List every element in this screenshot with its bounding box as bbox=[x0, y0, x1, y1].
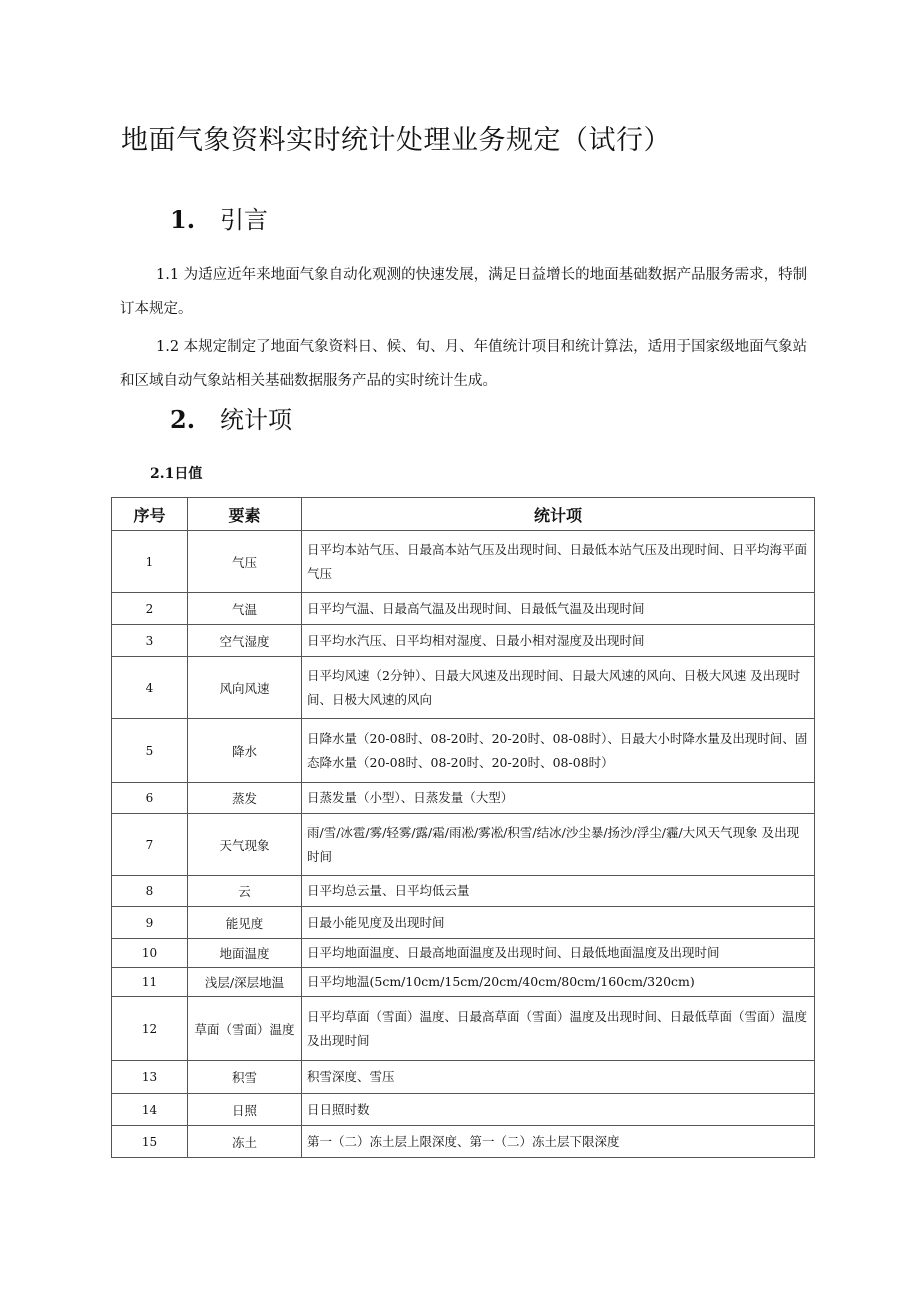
cell-no: 11 bbox=[112, 968, 188, 997]
paragraph-text: 1.1 为适应近年来地面气象自动化观测的快速发展，满足日益增长的地面基础数据产品服务需求，特制订本规定。 bbox=[120, 267, 808, 317]
table-row bbox=[112, 657, 815, 719]
table-row bbox=[112, 997, 815, 1061]
cell-no: 3 bbox=[112, 625, 188, 657]
table-row bbox=[112, 939, 815, 968]
cell-element: 气温 bbox=[188, 593, 302, 625]
cell-element: 云 bbox=[188, 876, 302, 907]
cell-element: 草面（雪面）温度 bbox=[188, 997, 302, 1061]
cell-items: 日最小能见度及出现时间 bbox=[302, 907, 815, 939]
table-row bbox=[112, 907, 815, 939]
cell-no: 12 bbox=[112, 997, 188, 1061]
cell-items: 积雪深度、雪压 bbox=[302, 1061, 815, 1094]
header-items: 统计项 bbox=[302, 498, 815, 531]
cell-no: 9 bbox=[112, 907, 188, 939]
cell-element: 蒸发 bbox=[188, 783, 302, 814]
cell-element: 能见度 bbox=[188, 907, 302, 939]
section-number: 1. bbox=[170, 205, 196, 234]
table-row bbox=[112, 719, 815, 783]
cell-no: 13 bbox=[112, 1061, 188, 1094]
cell-items: 雨/雪/冰雹/雾/轻雾/露/霜/雨凇/雾凇/积雪/结冰/沙尘暴/扬沙/浮尘/霾/大风天气现象 及出现时间 bbox=[302, 814, 815, 876]
subsection-heading: 2.1日值 bbox=[150, 466, 203, 482]
cell-no: 10 bbox=[112, 939, 188, 968]
table-row bbox=[112, 625, 815, 657]
cell-element: 风向风速 bbox=[188, 657, 302, 719]
cell-no: 1 bbox=[112, 531, 188, 593]
cell-items: 日平均风速（2分钟）、日最大风速及出现时间、日最大风速的风向、日极大风速 及出现时间、日极大风速的风向 bbox=[302, 657, 815, 719]
paragraph-1-2 bbox=[120, 330, 815, 398]
cell-items: 日平均地温(5cm/10cm/15cm/20cm/40cm/80cm/160cm/320cm) bbox=[302, 968, 815, 997]
cell-items: 日平均草面（雪面）温度、日最高草面（雪面）温度及出现时间、日最低草面（雪面）温度及出现时间 bbox=[302, 997, 815, 1061]
section-heading-stats bbox=[170, 400, 292, 435]
table-row bbox=[112, 1061, 815, 1094]
table-row bbox=[112, 814, 815, 876]
section-title: 统计项 bbox=[220, 406, 292, 434]
table-row bbox=[112, 783, 815, 814]
cell-no: 4 bbox=[112, 657, 188, 719]
cell-items: 日蒸发量（小型）、日蒸发量（大型） bbox=[302, 783, 815, 814]
paragraph-text: 1.2 本规定制定了地面气象资料日、候、旬、月、年值统计项目和统计算法，适用于国家级地面气象站和区域自动气象站相关基础数据服务产品的实时统计生成。 bbox=[120, 339, 808, 389]
cell-element: 气压 bbox=[188, 531, 302, 593]
table-row bbox=[112, 531, 815, 593]
cell-element: 地面温度 bbox=[188, 939, 302, 968]
section-number: 2. bbox=[170, 405, 196, 434]
paragraph-1-1 bbox=[120, 258, 815, 326]
cell-items: 日平均地面温度、日最高地面温度及出现时间、日最低地面温度及出现时间 bbox=[302, 939, 815, 968]
cell-no: 15 bbox=[112, 1126, 188, 1158]
table-header-row bbox=[112, 498, 815, 531]
daily-stats-table bbox=[111, 497, 815, 1158]
cell-items: 日日照时数 bbox=[302, 1094, 815, 1126]
cell-no: 7 bbox=[112, 814, 188, 876]
section-heading-intro bbox=[170, 200, 268, 235]
cell-no: 5 bbox=[112, 719, 188, 783]
table-row bbox=[112, 593, 815, 625]
cell-items: 日降水量（20-08时、08-20时、20-20时、08-08时）、日最大小时降水量及出现时间、固态降水量（20-08时、08-20时、20-20时、08-08时） bbox=[302, 719, 815, 783]
cell-items: 日平均本站气压、日最高本站气压及出现时间、日最低本站气压及出现时间、日平均海平面气压 bbox=[302, 531, 815, 593]
cell-element: 天气现象 bbox=[188, 814, 302, 876]
section-title: 引言 bbox=[220, 206, 268, 234]
cell-element: 浅层/深层地温 bbox=[188, 968, 302, 997]
cell-no: 8 bbox=[112, 876, 188, 907]
cell-element: 降水 bbox=[188, 719, 302, 783]
cell-element: 冻土 bbox=[188, 1126, 302, 1158]
table-row bbox=[112, 1126, 815, 1158]
table-row bbox=[112, 968, 815, 997]
cell-no: 6 bbox=[112, 783, 188, 814]
cell-items: 日平均气温、日最高气温及出现时间、日最低气温及出现时间 bbox=[302, 593, 815, 625]
cell-items: 日平均水汽压、日平均相对湿度、日最小相对湿度及出现时间 bbox=[302, 625, 815, 657]
header-no: 序号 bbox=[112, 498, 188, 531]
cell-items: 第一（二）冻土层上限深度、第一（二）冻土层下限深度 bbox=[302, 1126, 815, 1158]
cell-element: 积雪 bbox=[188, 1061, 302, 1094]
header-element: 要素 bbox=[188, 498, 302, 531]
table-row bbox=[112, 1094, 815, 1126]
table-row bbox=[112, 876, 815, 907]
cell-items: 日平均总云量、日平均低云量 bbox=[302, 876, 815, 907]
document-title: 地面气象资料实时统计处理业务规定（试行） bbox=[121, 125, 671, 156]
cell-element: 日照 bbox=[188, 1094, 302, 1126]
cell-element: 空气湿度 bbox=[188, 625, 302, 657]
cell-no: 2 bbox=[112, 593, 188, 625]
cell-no: 14 bbox=[112, 1094, 188, 1126]
